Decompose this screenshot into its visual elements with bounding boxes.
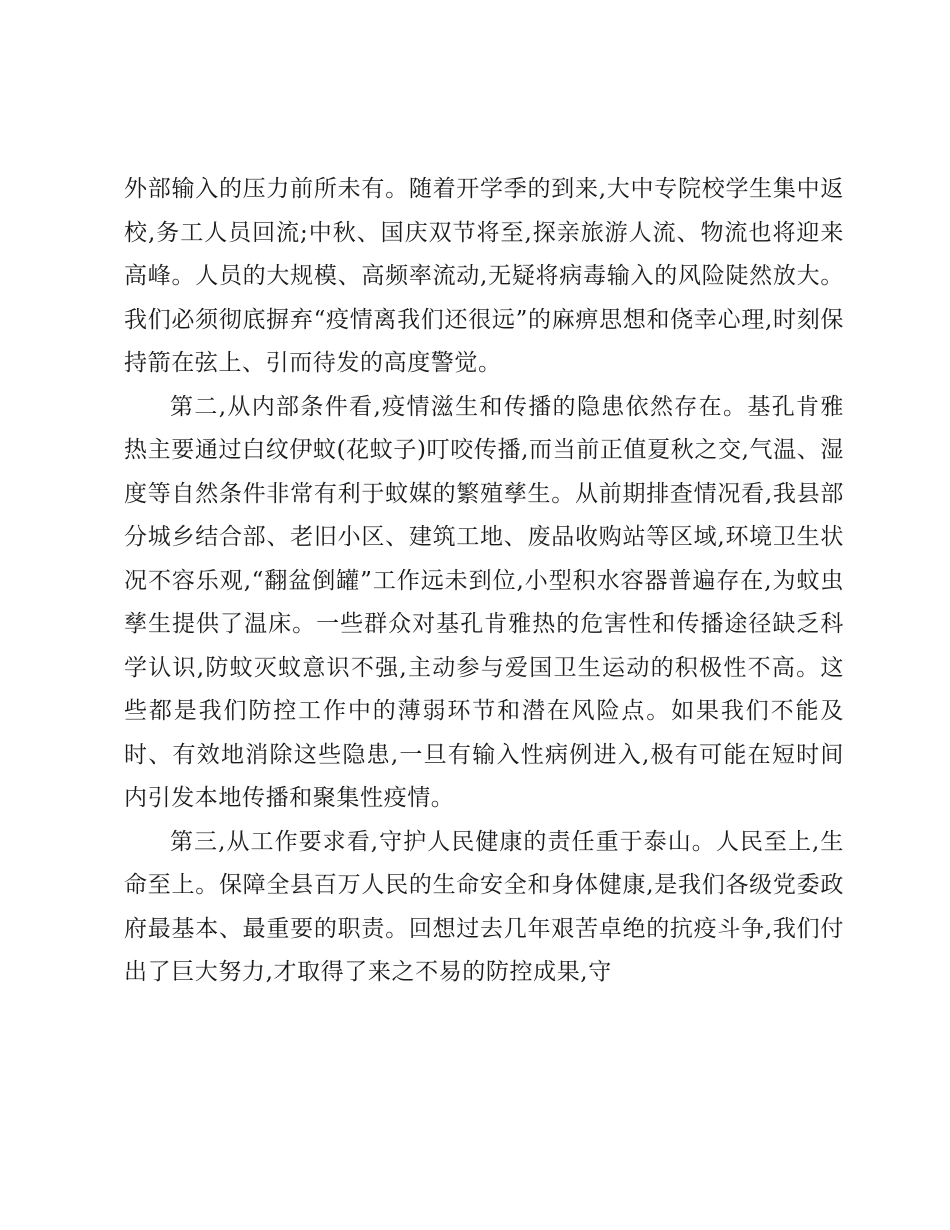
paragraph-3: 第三,从工作要求看,守护人民健康的责任重于泰山。人民至上,生命至上。保障全县百万人民的生命安全和身体健康,是我们各级党委政府最基本、最重要的职责。回想过去几年艰苦卓绝的抗疫斗争,我们付出了巨大努力,才取得了来之不易的防控成果,守: [124, 828, 844, 985]
paragraph-1: 外部输入的压力前所未有。随着开学季的到来,大中专院校学生集中返校,务工人员回流;中秋、国庆双节将至,探亲旅游人流、物流也将迎来高峰。人员的大规模、高频率流动,无疑将病毒输入的风险陡然放大。我们必须彻底摒弃“疫情离我们还很远”的麻痹思想和侥幸心理,时刻保持箭在弦上、引而待发的高度警觉。: [124, 176, 844, 376]
document-body: [124, 168, 844, 995]
paragraph-2: 第二,从内部条件看,疫情滋生和传播的隐患依然存在。基孔肯雅热主要通过白纹伊蚊(花蚊子)叮咬传播,而当前正值夏秋之交,气温、湿度等自然条件非常有利于蚊媒的繁殖孳生。从前期排查情况看,我县部分城乡结合部、老旧小区、建筑工地、废品收购站等区域,环境卫生状况不容乐观,“翻盆倒罐”工作远未到位,小型积水容器普遍存在,为蚊虫孳生提供了温床。一些群众对基孔肯雅热的危害性和传播途径缺乏科学认识,防蚊灭蚊意识不强,主动参与爱国卫生运动的积极性不高。这些都是我们防控工作中的薄弱环节和潜在风险点。如果我们不能及时、有效地消除这些隐患,一旦有输入性病例进入,极有可能在短时间内引发本地传播和聚集性疫情。: [124, 393, 844, 811]
